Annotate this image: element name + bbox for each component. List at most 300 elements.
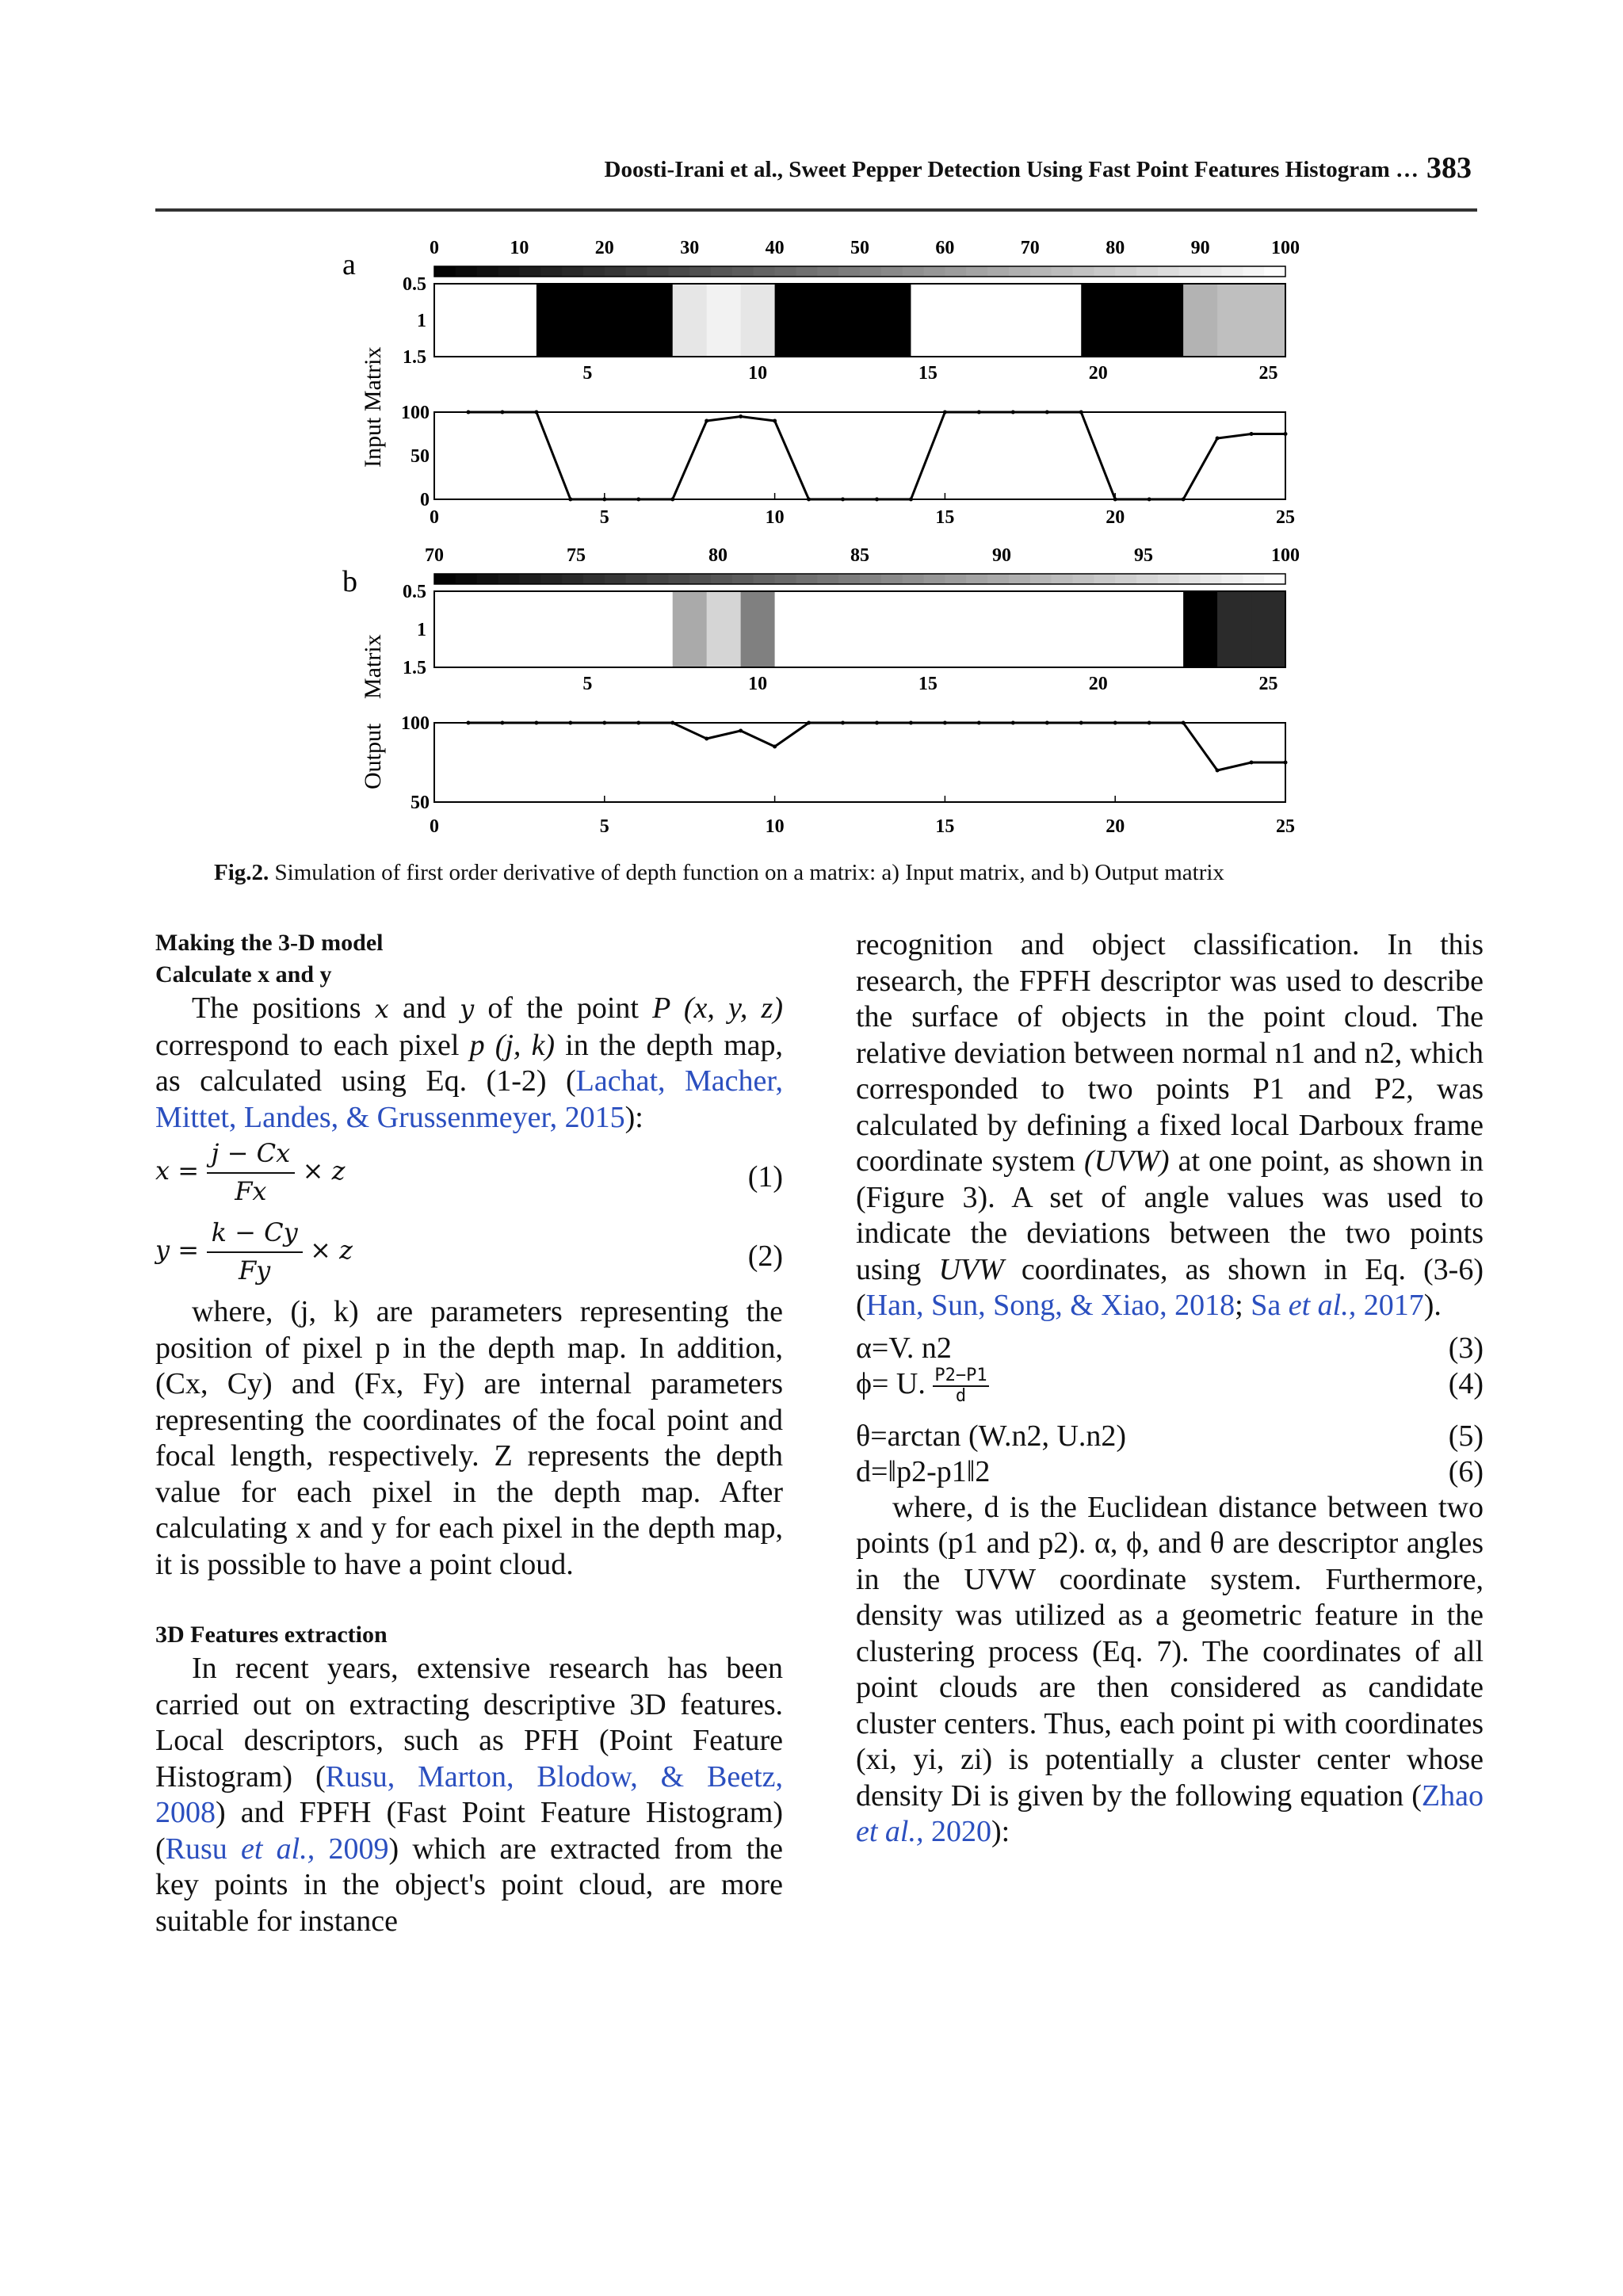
eq4-lhs: ϕ= U. [856,1366,934,1400]
line-x-tick-label: 25 [1276,816,1295,837]
heatmap-cell [571,284,605,357]
caption-label: Fig.2. [214,860,269,885]
colorbar-segment [1243,574,1264,584]
heatmap-cell [1251,591,1286,667]
text: Rusu [165,1832,242,1866]
heatmap-cell [775,591,810,667]
line-plot-frame [434,412,1285,499]
colorbar-segment [605,266,626,277]
heading-making-3d-model: Making the 3-D model [155,930,384,956]
data-point [568,498,572,502]
colorbar-segment [456,574,477,584]
data-point [1250,432,1254,436]
colorbar-segment [456,266,477,277]
colorbar-segment [583,266,605,277]
line-x-tick-label: 20 [1106,816,1125,837]
colorbar-segment [796,574,817,584]
heatmap-x-tick-label: 20 [1088,674,1108,694]
data-point [977,411,981,415]
data-point [773,745,777,749]
colorbar-segment [1115,266,1136,277]
text: correspond to each pixel [155,1028,470,1062]
data-point [875,721,879,725]
heatmap-cell [1081,591,1116,667]
data-point [534,411,538,415]
heatmap-x-tick-label: 10 [748,363,768,384]
equation-5 [856,1419,1484,1454]
data-point [1011,721,1015,725]
equation-2 [155,1215,783,1294]
colorbar-segment [647,574,669,584]
heatmap-cell [1047,591,1082,667]
figure-caption [214,860,1482,886]
colorbar-segment [668,574,689,584]
line-x-tick-label: 15 [935,816,955,837]
colorbar-segment [1243,266,1264,277]
equation-number-2: (2) [747,1240,783,1273]
heatmap-cell [434,284,469,357]
heatmap-cell [707,591,742,667]
data-point [773,419,777,423]
eq1-numerator: j − Cx [207,1136,296,1174]
colorbar-segment [1201,266,1222,277]
heatmap-cell [639,284,674,357]
colorbar-segment [1201,574,1222,584]
text: and [388,991,460,1025]
heatmap-cell [1183,284,1218,357]
heatmap-cell [537,591,571,667]
heading-3d-features: 3D Features extraction [155,1622,388,1648]
heatmap-cell [673,591,708,667]
heatmap-cell [775,284,810,357]
colorbar-segment [1136,574,1158,584]
colorbar-segment [626,574,647,584]
data-point [909,498,913,502]
text: at one point, as shown in (Figure 3). A set of angle values was used to indicate the deviations between the two points using [856,1144,1484,1286]
colorbar-tick-label: 70 [1020,238,1040,258]
heatmap-x-tick-label: 15 [918,363,938,384]
data-point [1216,769,1220,773]
colorbar-segment [689,266,711,277]
eq5-body: θ=arctan (W.n2, U.n2) [856,1419,1127,1453]
line-y-tick-label: 50 [411,793,430,813]
data-point [1148,721,1151,725]
colorbar-segment [1158,266,1179,277]
text: ) and FPFH (Fast Point Feature Histogram) ( [155,1796,783,1866]
eq2-lhs: y = [155,1235,200,1266]
colorbar-segment [1158,574,1179,584]
et-al: et al., [856,1815,924,1848]
text: Zhao [1421,1778,1484,1813]
equation-number-3: (3) [1448,1331,1484,1365]
line-x-tick-label: 5 [599,816,609,837]
et-al: et al., [241,1832,315,1866]
eq3-body: α=V. n2 [856,1331,952,1365]
heatmap-y-tick-label: 1.5 [403,347,426,368]
line-x-tick-label: 10 [765,816,785,837]
ylabel-output: Output [360,723,386,789]
heatmap-cell [809,284,844,357]
colorbar-segment [817,266,838,277]
heatmap-cell [945,591,980,667]
heatmap-y-tick-label: 1.5 [403,658,426,678]
line-x-tick-label: 10 [765,507,785,528]
heatmap-cell [1149,591,1184,667]
data-point [909,721,913,725]
colorbar-tick-label: 90 [1190,238,1210,258]
colorbar-segment [987,266,1009,277]
heatmap-cell [707,284,742,357]
data-point [1148,498,1151,502]
text: The positions [192,991,375,1025]
citation-rusu-2008[interactable]: Rusu, Marton, Blodow, & Beetz, 2008 [155,1759,784,1829]
colorbar-segment [477,266,498,277]
colorbar-segment [881,266,903,277]
text: Sa [1251,1289,1289,1322]
heatmap-cell [1081,284,1116,357]
pixel-p: p (j, k) [469,1028,556,1062]
heatmap-cell [1183,591,1218,667]
heatmap-cell [673,284,708,357]
heatmap-x-tick-label: 10 [748,674,768,694]
equation-1 [155,1136,783,1215]
colorbar-tick-label: 40 [765,238,785,258]
colorbar-segment [605,574,626,584]
data-series-line [468,412,1285,499]
line-x-tick-label: 5 [599,507,609,528]
colorbar-segment [817,574,838,584]
colorbar-segment [668,266,689,277]
colorbar-segment [1179,574,1201,584]
eq2-fraction [207,1215,303,1289]
heatmap-cell [571,591,605,667]
data-point [841,721,845,725]
ylabel-matrix: Matrix [360,634,386,699]
colorbar-segment [647,266,669,277]
uvw: (UVW) [1083,1144,1170,1178]
heatmap-cell [605,284,640,357]
line-plot-frame [434,723,1285,802]
colorbar-segment [1052,266,1073,277]
text: of the point [474,991,653,1025]
colorbar-segment [903,574,924,584]
colorbar-tick-label: 80 [1106,238,1125,258]
figure-plots [401,238,1300,837]
citation-sa-2017[interactable] [1251,1289,1423,1322]
colorbar-segment [945,574,966,584]
spacer [856,1324,1484,1331]
heatmap-x-tick-label: 5 [582,674,593,694]
text: recognition and object classification. In this research, the FPFH descriptor was used to describe the surface of objects in the point cloud. The relative deviation between normal n1 and n2, which corresponded to two points P1 and P2, was calculated by defining a fixed local Darboux frame coordinate system [856,928,1484,1178]
heatmap-cell [537,284,571,357]
colorbar-segment [711,574,732,584]
data-point [739,415,743,418]
data-point [977,721,981,725]
colorbar-tick-label: 95 [1134,545,1153,566]
data-point [807,721,811,725]
colorbar-segment [966,266,987,277]
data-point [500,411,504,415]
equation-6 [856,1454,1484,1490]
data-point [1182,498,1186,502]
heatmap-cell [434,591,469,667]
colorbar-segment [711,266,732,277]
eq1-rhs: × z [302,1156,346,1186]
colorbar-tick-label: 50 [850,238,869,258]
equation-number-6: (6) [1448,1454,1484,1488]
data-point [807,498,811,502]
math-x: x [374,994,389,1024]
paragraph-positions [155,991,783,1136]
colorbar-segment [1052,574,1073,584]
heatmap-x-tick-label: 15 [918,674,938,694]
uvw: UVW [938,1252,1004,1286]
heatmap-cell [945,284,980,357]
eq1-lhs: x = [155,1156,200,1186]
data-point [705,737,708,741]
data-point [1011,411,1015,415]
data-point [875,498,879,502]
colorbar-segment [732,574,754,584]
colorbar-tick-label: 0 [430,238,439,258]
data-series-line [468,723,1285,770]
colorbar-segment [1221,574,1243,584]
colorbar-segment [775,266,796,277]
colorbar-segment [1094,266,1115,277]
paragraph-fpfh [856,927,1484,1324]
colorbar-segment [540,266,562,277]
colorbar-segment [754,266,775,277]
colorbar-segment [924,266,945,277]
heatmap-cell [502,284,537,357]
data-point [1045,411,1049,415]
citation-rusu-2009[interactable] [166,1832,389,1866]
colorbar-segment [1094,574,1115,584]
colorbar-segment [838,574,860,584]
line-y-tick-label: 100 [401,403,430,423]
heatmap-cell [468,284,503,357]
heatmap-y-tick-label: 1 [417,620,426,640]
line-x-tick-label: 0 [430,507,439,528]
text: where, d is the Euclidean distance between two points (p1 and p2). α, ϕ, and θ are descriptor angles in the UVW coordinate system. Furthermore, density was utilized as a geometric feature in the clustering process (Eq. 7). The coordinates of all point clouds are then considered as candidate cluster centers. Thus, each point pi with coordinates (xi, yi, zi) is potentially a cluster center whose density Di is given by the following equation ( [856,1490,1484,1813]
data-point [670,721,674,725]
data-point [1284,432,1288,436]
colorbar-segment [519,574,540,584]
line-x-tick-label: 20 [1106,507,1125,528]
colorbar-segment [754,574,775,584]
data-point [1216,437,1220,441]
text: ): [624,1100,643,1134]
heatmap-cell [1013,284,1048,357]
colorbar-tick-label: 80 [708,545,727,566]
paragraph-where-jk: where, (j, k) are parameters representing the position of pixel p in the depth map. In addition, (Cx, Cy) and (Fx, Fy) are internal parameters representing the coordinates of the focal point and focal length, respectively. Z represents the depth value for each pixel in the depth map. After calculating x and y for each pixel in the depth map, it is possible to have a point cloud. [155,1295,783,1581]
colorbar-segment [583,574,605,584]
colorbar-segment [1009,574,1030,584]
colorbar-segment [796,266,817,277]
colorbar-segment [626,266,647,277]
eq4-fraction [933,1366,988,1406]
text: In recent years, extensive research has been carried out on extracting descriptive 3D features. Local descriptors, such as PFH (Point Feature Histogram) ( [155,1652,783,1794]
colorbar-segment [498,574,520,584]
et-al: et al., [1288,1289,1357,1322]
data-point [1113,721,1117,725]
colorbar-tick-label: 90 [992,545,1011,566]
colorbar-segment [498,266,520,277]
eq1-denominator: Fx [235,1175,267,1206]
colorbar-segment [1264,574,1285,584]
data-point [670,498,674,502]
heatmap-cell [1251,284,1286,357]
colorbar-segment [1136,266,1158,277]
heatmap-cell [979,284,1014,357]
data-point [534,721,538,725]
colorbar-segment [477,574,498,584]
data-point [500,721,504,725]
colorbar-segment [1009,266,1030,277]
colorbar-segment [1030,574,1052,584]
text: coordinates, as shown in Eq. (3-6) ( [856,1252,1484,1322]
data-point [1113,498,1117,502]
data-point [739,729,743,733]
figure-2 [317,230,1316,840]
text: 2017 [1356,1289,1424,1322]
citation-lachat-2015[interactable]: Lachat, Macher, Mittet, Landes, & Grussenmeyer, 2015 [155,1064,783,1134]
colorbar-tick-label: 70 [425,545,444,566]
colorbar-tick-label: 30 [680,238,700,258]
heatmap-cell [502,591,537,667]
panel-a-label: a [342,248,356,281]
heatmap-cell [1217,591,1252,667]
panel-b-label: b [342,565,357,598]
data-point [636,721,640,725]
data-point [1045,721,1049,725]
heatmap-cell [809,591,844,667]
heatmap-cell [876,591,911,667]
eq4-denominator: d [955,1385,967,1406]
heatmap-cell [1047,284,1082,357]
colorbar-segment [945,266,966,277]
colorbar-segment [732,266,754,277]
page-number: 383 [1426,151,1472,185]
colorbar-segment [434,266,456,277]
right-column [856,927,1484,1851]
line-x-tick-label: 25 [1276,507,1295,528]
ylabel-input-matrix: Input Matrix [360,346,386,468]
colorbar-segment [562,574,583,584]
colorbar-segment [881,574,903,584]
equation-4 [856,1366,1484,1419]
data-point [841,498,845,502]
colorbar-segment [540,574,562,584]
colorbar-segment [1073,266,1094,277]
colorbar-segment [924,574,945,584]
heatmap-cell [1217,284,1252,357]
math-y: y [460,994,475,1024]
subheading-calculate-x-y: Calculate x and y [155,961,332,988]
heatmap-cell [1115,284,1150,357]
text: ). [1423,1289,1442,1322]
line-y-tick-label: 0 [420,490,430,510]
heatmap-y-tick-label: 0.5 [403,274,426,295]
citation-han-2018[interactable]: Han, Sun, Song, & Xiao, 2018 [865,1289,1235,1322]
data-point [466,721,470,725]
paragraph-recent-years [155,1651,783,1939]
heatmap-cell [1115,591,1150,667]
line-y-tick-label: 50 [411,446,430,467]
data-point [568,721,572,725]
eq4-numerator: P2−P1 [934,1365,987,1385]
data-point [943,721,947,725]
header-rule [155,208,1477,212]
text: in the depth map, as calculated using Eq. (1-2) ( [155,1028,784,1098]
caption-text: Simulation of first order derivative of depth function on a matrix: a) Input matrix, and b) Output matrix [269,860,1224,885]
heatmap-cell [911,284,945,357]
colorbar-tick-label: 100 [1271,238,1300,258]
eq2-numerator: k − Cy [207,1215,303,1253]
running-head: Doosti-Irani et al., Sweet Pepper Detection Using Fast Point Features Histogram … [604,157,1419,182]
data-point [1284,761,1288,765]
heatmap-cell [1149,284,1184,357]
data-point [602,498,606,502]
colorbar-tick-label: 85 [850,545,869,566]
data-point [602,721,606,725]
heatmap-cell [843,284,878,357]
colorbar-segment [1179,266,1201,277]
colorbar-segment [1073,574,1094,584]
spacer [155,1583,783,1619]
data-point [466,411,470,415]
heatmap-x-tick-label: 25 [1258,363,1278,384]
heatmap-cell [979,591,1014,667]
paragraph-euclidean [856,1490,1484,1851]
colorbar-segment [562,266,583,277]
point-P: P (x, y, z) [652,991,783,1025]
colorbar-segment [903,266,924,277]
data-point [1079,411,1083,415]
equation-number-4: (4) [1448,1366,1484,1400]
colorbar-tick-label: 100 [1271,545,1300,566]
data-point [1182,721,1186,725]
colorbar-segment [519,266,540,277]
colorbar-tick-label: 10 [510,238,529,258]
colorbar-tick-label: 75 [567,545,586,566]
equation-number-5: (5) [1448,1419,1484,1453]
colorbar-segment [434,574,456,584]
heatmap-cell [1013,591,1048,667]
text: 2020 [923,1815,991,1848]
colorbar-tick-label: 60 [935,238,955,258]
heatmap-cell [911,591,945,667]
heatmap-y-tick-label: 1 [417,311,426,331]
equation-3 [856,1331,1484,1366]
data-point [705,419,708,423]
data-point [943,411,947,415]
data-point [1079,721,1083,725]
text: 2009 [315,1832,389,1866]
eq1-fraction [207,1136,296,1209]
line-x-tick-label: 0 [430,816,439,837]
colorbar-segment [987,574,1009,584]
equation-number-1: (1) [747,1160,783,1194]
heatmap-cell [876,284,911,357]
colorbar-segment [1115,574,1136,584]
heatmap-cell [639,591,674,667]
eq6-body: d=‖p2-p1‖2 [856,1454,991,1488]
heatmap-cell [843,591,878,667]
data-point [636,498,640,502]
left-column [155,927,783,1939]
text: ; [1235,1289,1251,1322]
